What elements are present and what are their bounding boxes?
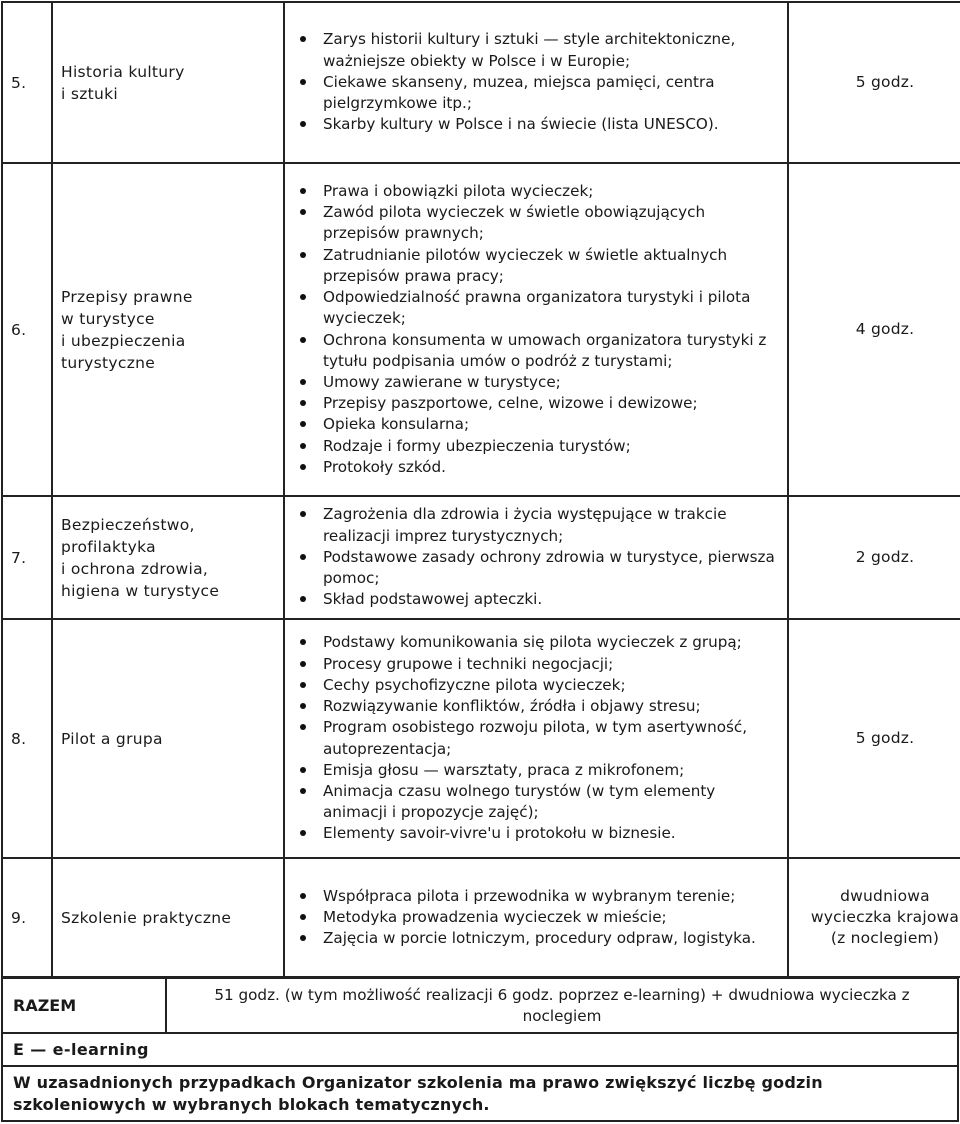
list-item: Podstawowe zasady ochrony zdrowia w turystyce, pierwsza pomoc; bbox=[297, 547, 777, 589]
content-list bbox=[297, 504, 777, 610]
list-item: Ochrona konsumenta w umowach organizatora turystyki z tytułu podpisania umów o podróż z turystami; bbox=[297, 330, 777, 372]
list-item: Współpraca pilota i przewodnika w wybranym terenie; bbox=[297, 886, 777, 907]
topic-line: i ubezpieczenia bbox=[61, 331, 186, 350]
list-item: Prawa i obowiązki pilota wycieczek; bbox=[297, 181, 777, 202]
program-table bbox=[1, 1, 960, 978]
content-cell bbox=[284, 496, 788, 619]
list-item: Emisja głosu — warsztaty, praca z mikrofonem; bbox=[297, 760, 777, 781]
content-cell bbox=[284, 2, 788, 163]
topic-cell bbox=[52, 858, 284, 977]
table-row bbox=[2, 496, 960, 619]
list-item: Umowy zawierane w turystyce; bbox=[297, 372, 777, 393]
hours-line: 5 godz. bbox=[855, 729, 915, 747]
list-item: Zawód pilota wycieczek w świetle obowiązujących przepisów prawnych; bbox=[297, 202, 777, 244]
row-number-cell bbox=[2, 858, 52, 977]
content-list bbox=[297, 886, 777, 950]
topic-title bbox=[61, 286, 279, 374]
hours-cell bbox=[788, 496, 960, 619]
row-number-cell bbox=[2, 496, 52, 619]
topic-cell bbox=[52, 163, 284, 496]
list-item: Opieka konsularna; bbox=[297, 414, 777, 435]
row-number-cell bbox=[2, 619, 52, 858]
content-list bbox=[297, 29, 777, 135]
table-row bbox=[2, 619, 960, 858]
table-row bbox=[2, 858, 960, 977]
topic-line: Pilot a grupa bbox=[61, 729, 163, 748]
topic-line: Przepisy prawne bbox=[61, 287, 193, 306]
hours-cell bbox=[788, 858, 960, 977]
total-value-cell bbox=[167, 977, 959, 1034]
topic-cell bbox=[52, 2, 284, 163]
list-item: Elementy savoir-vivre'u i protokołu w biznesie. bbox=[297, 823, 777, 844]
topic-line: higiena w turystyce bbox=[61, 581, 220, 600]
content-cell bbox=[284, 163, 788, 496]
hours-cell bbox=[788, 619, 960, 858]
list-item: Zarys historii kultury i sztuki — style architektoniczne, ważniejsze obiekty w Polsce i w Europie; bbox=[297, 29, 777, 71]
content-cell bbox=[284, 858, 788, 977]
legend-row bbox=[1, 1034, 959, 1067]
list-item: Zatrudnianie pilotów wycieczek w świetle aktualnych przepisów prawa pracy; bbox=[297, 245, 777, 287]
topic-line: Szkolenie praktyczne bbox=[61, 908, 232, 927]
hours-line: wycieczka krajowa bbox=[810, 908, 960, 926]
row-number: 9. bbox=[11, 908, 27, 927]
list-item: Przepisy paszportowe, celne, wizowe i dewizowe; bbox=[297, 393, 777, 414]
hours-value bbox=[789, 547, 960, 568]
table-row bbox=[2, 2, 960, 163]
hours-cell bbox=[788, 163, 960, 496]
list-item: Protokoły szkód. bbox=[297, 457, 777, 478]
topic-line: Bezpieczeństwo, bbox=[61, 515, 195, 534]
note-text: W uzasadnionych przypadkach Organizator szkolenia ma prawo zwiększyć liczbę godzin szkoleniowych w wybranych blokach tematycznych. bbox=[13, 1073, 823, 1114]
list-item: Zajęcia w porcie lotniczym, procedury odpraw, logistyka. bbox=[297, 928, 777, 949]
list-item: Zagrożenia dla zdrowia i życia występujące w trakcie realizacji imprez turystycznych; bbox=[297, 504, 777, 546]
legend-text: E — e-learning bbox=[13, 1040, 149, 1059]
list-item: Animacja czasu wolnego turystów (w tym elementy animacji i propozycje zajęć); bbox=[297, 781, 777, 823]
hours-value bbox=[789, 886, 960, 949]
list-item: Ciekawe skanseny, muzea, miejsca pamięci, centra pielgrzymkowe itp.; bbox=[297, 72, 777, 114]
list-item: Skarby kultury w Polsce i na świecie (lista UNESCO). bbox=[297, 114, 777, 135]
topic-title bbox=[61, 728, 279, 750]
topic-line: profilaktyka bbox=[61, 537, 156, 556]
total-label: RAZEM bbox=[13, 996, 77, 1015]
content-list bbox=[297, 181, 777, 478]
topic-line: w turystyce bbox=[61, 309, 155, 328]
hours-line: 2 godz. bbox=[855, 548, 915, 566]
total-label-cell bbox=[1, 977, 167, 1034]
topic-cell bbox=[52, 619, 284, 858]
list-item: Rodzaje i formy ubezpieczenia turystów; bbox=[297, 436, 777, 457]
topic-cell bbox=[52, 496, 284, 619]
content-list bbox=[297, 632, 777, 844]
total-value: 51 godz. (w tym możliwość realizacji 6 godz. poprzez e-learning) + dwudniowa wycieczka z noclegiem bbox=[214, 985, 910, 1025]
note-row bbox=[1, 1067, 959, 1122]
program-table-body bbox=[2, 2, 960, 977]
hours-value bbox=[789, 319, 960, 340]
list-item: Skład podstawowej apteczki. bbox=[297, 589, 777, 610]
hours-line: 5 godz. bbox=[855, 73, 915, 91]
row-number-cell bbox=[2, 163, 52, 496]
topic-line: Historia kultury bbox=[61, 62, 185, 81]
hours-cell bbox=[788, 2, 960, 163]
topic-line: i ochrona zdrowia, bbox=[61, 559, 209, 578]
hours-line: dwudniowa bbox=[840, 887, 930, 905]
list-item: Procesy grupowe i techniki negocjacji; bbox=[297, 654, 777, 675]
hours-value bbox=[789, 72, 960, 93]
hours-value bbox=[789, 728, 960, 749]
list-item: Odpowiedzialność prawna organizatora turystyki i pilota wycieczek; bbox=[297, 287, 777, 329]
row-number: 8. bbox=[11, 729, 27, 748]
topic-title bbox=[61, 514, 279, 602]
row-number: 7. bbox=[11, 548, 27, 567]
row-number: 5. bbox=[11, 73, 27, 92]
list-item: Podstawy komunikowania się pilota wycieczek z grupą; bbox=[297, 632, 777, 653]
content-cell bbox=[284, 619, 788, 858]
topic-title bbox=[61, 907, 279, 929]
list-item: Cechy psychofizyczne pilota wycieczek; bbox=[297, 675, 777, 696]
hours-line: 4 godz. bbox=[855, 320, 915, 338]
list-item: Rozwiązywanie konfliktów, źródła i objawy stresu; bbox=[297, 696, 777, 717]
table-row bbox=[2, 163, 960, 496]
topic-line: turystyczne bbox=[61, 353, 156, 372]
row-number: 6. bbox=[11, 320, 27, 339]
list-item: Metodyka prowadzenia wycieczek w mieście; bbox=[297, 907, 777, 928]
topic-title bbox=[61, 61, 279, 105]
row-number-cell bbox=[2, 2, 52, 163]
topic-line: i sztuki bbox=[61, 84, 119, 103]
hours-line: (z noclegiem) bbox=[830, 929, 940, 947]
list-item: Program osobistego rozwoju pilota, w tym asertywność, autoprezentacja; bbox=[297, 717, 777, 759]
